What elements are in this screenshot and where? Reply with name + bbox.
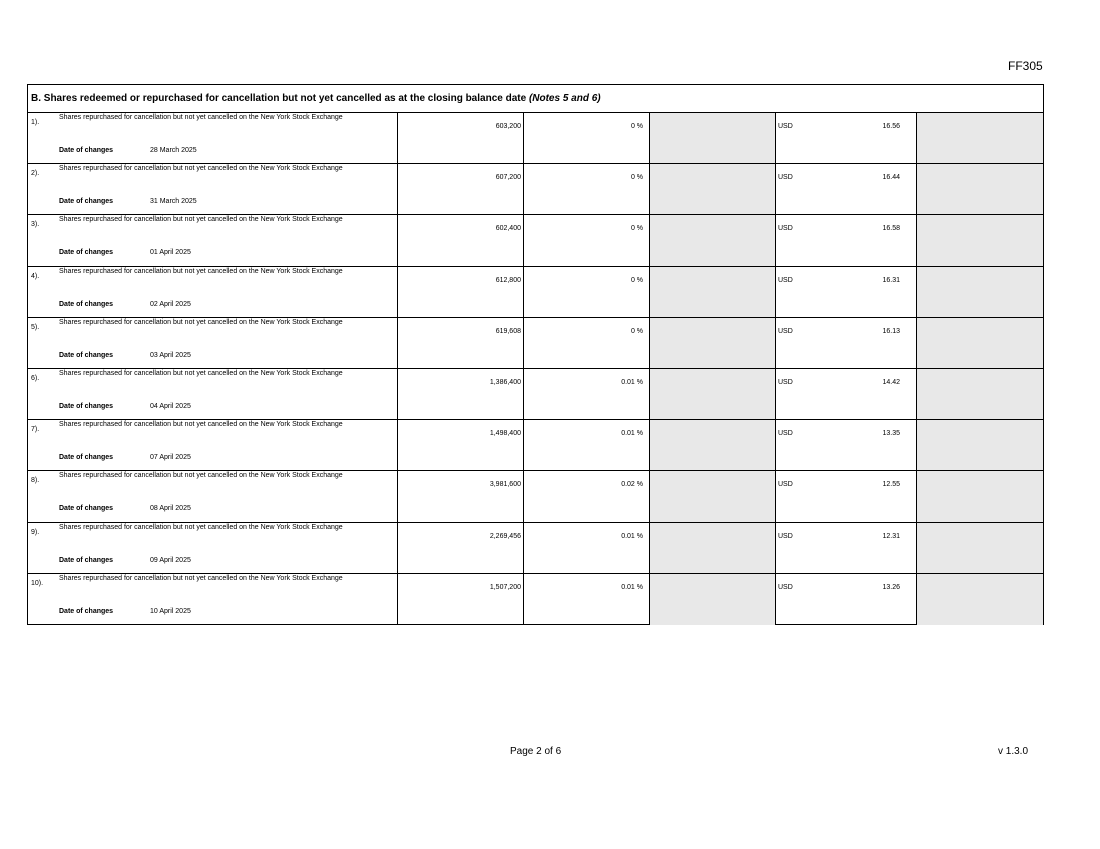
currency-code: USD [778,276,793,284]
table-row [28,215,1043,266]
shares-value: 619,608 [495,327,521,335]
price-value: 12.31 [882,532,900,540]
table-row [28,523,1043,574]
shaded-cell [917,523,1043,573]
table-row [28,318,1043,369]
price-value: 16.31 [882,276,900,284]
price-cell [776,523,917,573]
shaded-cell [917,369,1043,419]
percent-value: 0.01 % [621,430,643,438]
shaded-cell [917,471,1043,521]
row-index: 7). [31,426,40,434]
shares-value: 607,200 [495,174,521,182]
percent-value: 0 % [630,276,643,284]
date-of-changes-label: Date of changes [59,454,114,462]
currency-code: USD [778,532,793,540]
percent-cell [524,215,650,265]
shares-cell [398,420,524,470]
table-row [28,471,1043,522]
row-index: 10). [31,579,44,587]
percent-cell [524,267,650,317]
percent-value: 0 % [630,327,643,335]
shaded-cell [650,215,776,265]
row-index: 8). [31,477,40,485]
shaded-cell [650,471,776,521]
date-of-changes-label: Date of changes [59,351,114,359]
percent-cell [524,574,650,625]
currency-code: USD [778,583,793,591]
percent-cell [524,471,650,521]
row-description: Shares repurchased for cancellation but not yet cancelled on the New York Stock Exchange [59,369,343,377]
date-of-changes-value: 07 April 2025 [150,454,191,462]
price-cell [776,267,917,317]
percent-value: 0 % [630,174,643,182]
shares-cell [398,471,524,521]
page-number: Page 2 of 6 [510,746,562,757]
description-cell [28,420,398,470]
price-cell [776,164,917,214]
shares-cell [398,215,524,265]
table-row [28,574,1043,625]
shaded-cell [917,318,1043,368]
price-value: 16.13 [882,327,900,335]
price-cell [776,369,917,419]
percent-cell [524,113,650,163]
date-of-changes-value: 02 April 2025 [150,300,191,308]
shares-cell [398,267,524,317]
date-of-changes-value: 10 April 2025 [150,607,191,615]
price-value: 14.42 [882,378,900,386]
row-index: 9). [31,528,40,536]
description-cell [28,574,398,625]
row-description: Shares repurchased for cancellation but not yet cancelled on the New York Stock Exchange [59,267,343,275]
description-cell [28,164,398,214]
repurchase-table [27,84,1044,625]
date-of-changes-value: 09 April 2025 [150,556,191,564]
row-index: 1). [31,119,40,126]
table-body [28,113,1043,625]
percent-value: 0.02 % [621,481,643,489]
date-of-changes-value: 28 March 2025 [150,147,197,154]
price-cell [776,318,917,368]
section-title: B. Shares redeemed or repurchased for cancellation but not yet cancelled as at the closing balance date [31,93,527,104]
shaded-cell [650,574,776,625]
date-of-changes-label: Date of changes [59,300,114,308]
percent-cell [524,318,650,368]
shaded-cell [650,523,776,573]
shaded-cell [650,369,776,419]
row-description: Shares repurchased for cancellation but not yet cancelled on the New York Stock Exchange [59,216,343,224]
date-of-changes-label: Date of changes [59,505,114,513]
percent-value: 0 % [630,225,643,233]
table-row [28,267,1043,318]
price-cell [776,574,917,625]
price-value: 16.56 [882,123,900,130]
shares-cell [398,164,524,214]
date-of-changes-label: Date of changes [59,249,114,257]
version-label: v 1.3.0 [998,746,1029,757]
description-cell [28,267,398,317]
shares-cell [398,523,524,573]
shaded-cell [917,267,1043,317]
shares-cell [398,318,524,368]
table-row [28,420,1043,471]
currency-code: USD [778,481,793,489]
percent-value: 0 % [630,123,643,130]
row-index: 2). [31,170,40,178]
shaded-cell [917,574,1043,625]
date-of-changes-label: Date of changes [59,402,114,410]
shares-value: 1,498,400 [489,430,521,438]
shaded-cell [650,318,776,368]
currency-code: USD [778,378,793,386]
row-index: 3). [31,221,40,229]
currency-code: USD [778,123,793,130]
date-of-changes-label: Date of changes [59,556,114,564]
description-cell [28,318,398,368]
date-of-changes-value: 08 April 2025 [150,505,191,513]
currency-code: USD [778,430,793,438]
price-value: 16.44 [882,174,900,182]
date-of-changes-value: 31 March 2025 [150,198,197,206]
shares-value: 1,386,400 [489,378,521,386]
percent-value: 0.01 % [621,532,643,540]
shares-cell [398,574,524,625]
shaded-cell [650,164,776,214]
table-row [28,164,1043,215]
shares-cell [398,113,524,163]
table-row [28,113,1043,164]
price-cell [776,215,917,265]
date-of-changes-label: Date of changes [59,147,114,154]
price-cell [776,420,917,470]
price-cell [776,113,917,163]
date-of-changes-value: 04 April 2025 [150,402,191,410]
price-cell [776,471,917,521]
row-description: Shares repurchased for cancellation but not yet cancelled on the New York Stock Exchange [59,574,343,582]
date-of-changes-label: Date of changes [59,198,114,206]
form-code: FF305 [1008,59,1043,73]
shares-cell [398,369,524,419]
price-value: 13.35 [882,430,900,438]
date-of-changes-value: 01 April 2025 [150,249,191,257]
row-description: Shares repurchased for cancellation but not yet cancelled on the New York Stock Exchange [59,472,343,480]
row-description: Shares repurchased for cancellation but not yet cancelled on the New York Stock Exchange [59,165,343,173]
currency-code: USD [778,174,793,182]
shaded-cell [650,267,776,317]
shares-value: 3,981,600 [489,481,521,489]
percent-value: 0.01 % [621,378,643,386]
price-value: 16.58 [882,225,900,233]
currency-code: USD [778,225,793,233]
section-notes: (Notes 5 and 6) [528,93,601,104]
description-cell [28,471,398,521]
currency-code: USD [778,327,793,335]
shaded-cell [917,164,1043,214]
row-description: Shares repurchased for cancellation but not yet cancelled on the New York Stock Exchange [59,421,343,429]
percent-value: 0.01 % [621,583,643,591]
row-index: 4). [31,272,40,280]
row-index: 6). [31,374,40,382]
percent-cell [524,369,650,419]
shaded-cell [650,113,776,163]
shares-value: 2,269,456 [489,532,521,540]
shaded-cell [917,215,1043,265]
description-cell [28,215,398,265]
shares-value: 602,400 [495,225,521,233]
row-description: Shares repurchased for cancellation but not yet cancelled on the New York Stock Exchange [59,523,343,531]
row-index: 5). [31,323,40,331]
price-value: 12.55 [882,481,900,489]
row-description: Shares repurchased for cancellation but not yet cancelled on the New York Stock Exchange [59,114,343,121]
shaded-cell [917,420,1043,470]
date-of-changes-value: 03 April 2025 [150,351,191,359]
description-cell [28,369,398,419]
shares-value: 1,507,200 [489,583,521,591]
description-cell [28,113,398,163]
shaded-cell [917,113,1043,163]
shares-value: 603,200 [495,123,521,130]
shaded-cell [650,420,776,470]
percent-cell [524,523,650,573]
table-row [28,369,1043,420]
shares-value: 612,800 [495,276,521,284]
section-header [28,85,1043,113]
date-of-changes-label: Date of changes [59,607,114,615]
percent-cell [524,420,650,470]
description-cell [28,523,398,573]
price-value: 13.26 [882,583,900,591]
percent-cell [524,164,650,214]
row-description: Shares repurchased for cancellation but not yet cancelled on the New York Stock Exchange [59,318,343,326]
